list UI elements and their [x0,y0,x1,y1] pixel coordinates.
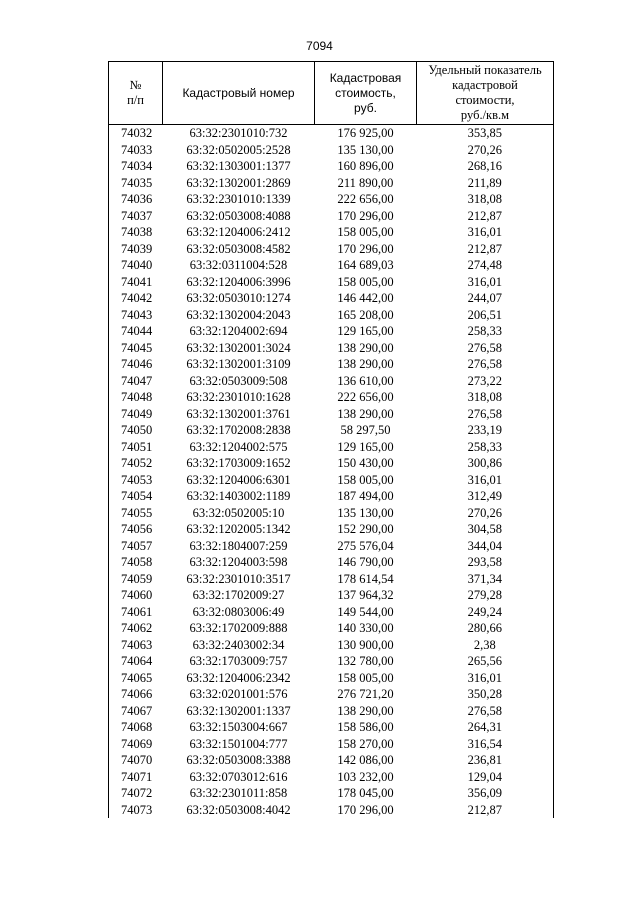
header-cadastral-number: Кадастровый номер [163,62,315,125]
cadastral-value-cell: 170 296,00 [337,208,394,223]
cadastral-number-cell: 63:32:1204006:2412 [186,225,291,239]
row-number-cell: 74044 [109,323,163,340]
specific-value-cell: 316,01 [417,670,554,687]
row-number-cell: 74040 [109,257,163,274]
specific-value-cell: 280,66 [417,620,554,637]
specific-value-cell: 344,04 [417,538,554,555]
row-number-cell: 74032 [109,125,163,142]
cadastral-value-cell: 129 165,00 [337,324,394,338]
cadastral-number-cell: 63:32:1302001:2869 [186,175,291,190]
specific-value-cell: 276,58 [417,356,554,373]
cadastral-number-cell: 63:32:0502005:10 [192,505,285,520]
specific-value-cell: 276,58 [417,703,554,720]
page-number: 7094 [306,39,333,53]
table-row [109,769,554,786]
specific-value-cell: 316,54 [417,736,554,753]
cadastral-number-cell: 63:32:0503008:4042 [186,802,291,817]
cadastral-number-cell: 63:32:1302001:3024 [186,340,291,355]
cadastral-number-cell: 63:32:1204002:575 [189,439,288,454]
cadastral-value-cell: 146 442,00 [337,291,394,305]
row-number-cell: 74064 [109,653,163,670]
specific-value-cell: 212,87 [417,802,554,819]
cadastral-value-cell: 150 430,00 [337,456,394,470]
specific-value-cell: 236,81 [417,752,554,769]
table-row [109,802,554,819]
specific-value-cell: 249,24 [417,604,554,621]
row-number-cell: 74062 [109,620,163,637]
table-row [109,125,554,142]
row-number-cell: 74068 [109,719,163,736]
specific-value-cell: 356,09 [417,785,554,802]
specific-value-cell: 300,86 [417,455,554,472]
cadastral-number-cell: 63:32:2403002:34 [192,637,285,652]
cadastral-value-cell: 275 576,04 [337,538,394,553]
row-number-cell: 74037 [109,208,163,225]
cadastral-value-cell: 170 296,00 [337,802,394,817]
row-number-cell: 74050 [109,422,163,439]
cadastral-value-cell: 138 290,00 [337,357,394,371]
cadastral-number-cell: 63:32:1703009:1652 [186,456,291,470]
specific-value-cell: 312,49 [417,488,554,505]
cadastral-value-cell: 222 656,00 [337,192,394,206]
table-row [109,472,554,489]
cadastral-number-cell: 63:32:2301011:858 [189,786,288,800]
row-number-cell: 74054 [109,488,163,505]
table-row [109,241,554,258]
cadastral-number-cell: 63:32:1204006:6301 [186,472,291,487]
table-row [109,538,554,555]
specific-value-cell: 318,08 [417,191,554,208]
specific-value-cell: 212,87 [417,208,554,225]
header-number: № п/п [109,62,163,125]
specific-value-cell: 244,07 [417,290,554,307]
specific-value-cell: 316,01 [417,224,554,241]
cadastral-value-cell: 58 297,50 [340,423,391,437]
cadastral-number-cell: 63:32:2301010:732 [189,126,288,140]
cadastral-value-cell: 149 544,00 [337,604,394,619]
row-number-cell: 74048 [109,389,163,406]
cadastral-number-cell: 63:32:1204002:694 [189,324,288,338]
table-row [109,389,554,406]
cadastral-number-cell: 63:32:1403002:1189 [186,489,291,503]
table-row [109,307,554,324]
specific-value-cell: 274,48 [417,257,554,274]
cadastral-value-cell: 222 656,00 [337,390,394,404]
cadastral-value-cell: 176 925,00 [337,126,394,140]
table-row [109,175,554,192]
cadastral-value-cell: 135 130,00 [337,505,394,520]
cadastral-number-cell: 63:32:0703012:616 [189,769,288,784]
cadastral-value-cell: 152 290,00 [337,522,394,536]
cadastral-value-cell: 276 721,20 [337,687,394,701]
cadastral-value-cell: 158 270,00 [337,736,394,751]
specific-value-cell: 304,58 [417,521,554,538]
cadastral-value-cell: 129 165,00 [337,439,394,454]
table-body [109,125,554,819]
table-row [109,736,554,753]
table-row [109,406,554,423]
specific-value-cell: 371,34 [417,571,554,588]
cadastral-number-cell: 63:32:0803006:49 [192,604,285,619]
cadastral-number-cell: 63:32:1302001:3761 [186,406,291,421]
table-row [109,571,554,588]
specific-value-cell: 258,33 [417,323,554,340]
cadastral-number-cell: 63:32:0502005:2528 [186,142,291,157]
row-number-cell: 74038 [109,224,163,241]
cadastral-value-cell: 138 290,00 [337,340,394,355]
row-number-cell: 74066 [109,686,163,703]
specific-value-cell: 276,58 [417,340,554,357]
specific-value-cell: 279,28 [417,587,554,604]
specific-value-cell: 293,58 [417,554,554,571]
cadastral-number-cell: 63:32:1804007:259 [189,538,288,553]
row-number-cell: 74067 [109,703,163,720]
cadastral-value-cell: 103 232,00 [337,769,394,784]
cadastral-number-cell: 63:32:1702009:27 [192,588,285,602]
table-row [109,257,554,274]
cadastral-number-cell: 63:32:2301010:1628 [186,390,291,404]
specific-value-cell: 211,89 [417,175,554,192]
cadastral-number-cell: 63:32:1204006:2342 [186,670,291,685]
specific-value-cell: 265,56 [417,653,554,670]
row-number-cell: 74052 [109,455,163,472]
row-number-cell: 74035 [109,175,163,192]
cadastral-value-cell: 135 130,00 [337,142,394,157]
cadastral-value-cell: 146 790,00 [337,555,394,569]
table-row [109,653,554,670]
table-row [109,637,554,654]
table-row [109,142,554,159]
specific-value-cell: 316,01 [417,274,554,291]
table-row [109,191,554,208]
specific-value-cell: 276,58 [417,406,554,423]
table-row [109,158,554,175]
table-row [109,323,554,340]
specific-value-cell: 2,38 [417,637,554,654]
row-number-cell: 74034 [109,158,163,175]
row-number-cell: 74072 [109,785,163,802]
cadastral-number-cell: 63:32:1202005:1342 [186,522,291,536]
header-cadastral-value: Кадастровая стоимость, руб. [315,62,417,125]
row-number-cell: 74063 [109,637,163,654]
row-number-cell: 74045 [109,340,163,357]
table-row [109,290,554,307]
row-number-cell: 74056 [109,521,163,538]
row-number-cell: 74071 [109,769,163,786]
cadastral-number-cell: 63:32:0503008:3388 [186,753,291,767]
row-number-cell: 74053 [109,472,163,489]
table-row [109,439,554,456]
specific-value-cell: 233,19 [417,422,554,439]
cadastral-number-cell: 63:32:1303001:1377 [186,159,291,173]
cadastral-value-cell: 158 005,00 [337,670,394,685]
cadastral-number-cell: 63:32:1302004:2043 [186,307,291,322]
cadastral-table [108,61,554,818]
row-number-cell: 74061 [109,604,163,621]
header-specific-value: Удельный показатель кадастровой стоимости, руб./кв.м [417,62,554,125]
table-row [109,587,554,604]
table-row [109,455,554,472]
specific-value-cell: 270,26 [417,142,554,159]
cadastral-value-cell: 130 900,00 [337,637,394,652]
row-number-cell: 74033 [109,142,163,159]
table-row [109,554,554,571]
specific-value-cell: 353,85 [417,125,554,142]
cadastral-value-cell: 178 045,00 [337,786,394,800]
row-number-cell: 74047 [109,373,163,390]
cadastral-value-cell: 137 964,32 [337,588,394,602]
cadastral-number-cell: 63:32:1703009:757 [189,654,288,668]
cadastral-number-cell: 63:32:1204006:3996 [186,274,291,289]
cadastral-number-cell: 63:32:1702009:888 [189,621,288,635]
cadastral-value-cell: 158 586,00 [337,720,394,734]
table-row [109,274,554,291]
row-number-cell: 74065 [109,670,163,687]
cadastral-number-cell: 63:32:1302001:3109 [186,357,291,371]
row-number-cell: 74051 [109,439,163,456]
cadastral-value-cell: 178 614,54 [337,571,394,586]
cadastral-number-cell: 63:32:0201001:576 [189,687,288,701]
cadastral-number-cell: 63:32:1503004:667 [189,720,288,734]
row-number-cell: 74070 [109,752,163,769]
table-row [109,373,554,390]
table-row [109,719,554,736]
cadastral-value-cell: 170 296,00 [337,241,394,256]
table-row [109,670,554,687]
cadastral-value-cell: 138 290,00 [337,703,394,718]
cadastral-value-cell: 158 005,00 [337,274,394,289]
cadastral-value-cell: 132 780,00 [337,654,394,668]
table-row [109,208,554,225]
row-number-cell: 74039 [109,241,163,258]
cadastral-number-cell: 63:32:2301010:1339 [186,192,291,206]
table-row [109,686,554,703]
row-number-cell: 74036 [109,191,163,208]
specific-value-cell: 273,22 [417,373,554,390]
cadastral-value-cell: 165 208,00 [337,307,394,322]
cadastral-number-cell: 63:32:1501004:777 [189,736,288,751]
row-number-cell: 74059 [109,571,163,588]
specific-value-cell: 268,16 [417,158,554,175]
table-row [109,340,554,357]
cadastral-number-cell: 63:32:0311004:528 [189,258,288,272]
row-number-cell: 74041 [109,274,163,291]
row-number-cell: 74057 [109,538,163,555]
table-row [109,356,554,373]
table-row [109,521,554,538]
cadastral-value-cell: 160 896,00 [337,159,394,173]
row-number-cell: 74069 [109,736,163,753]
row-number-cell: 74058 [109,554,163,571]
cadastral-number-cell: 63:32:0503008:4088 [186,208,291,223]
cadastral-value-cell: 211 890,00 [337,175,394,190]
cadastral-value-cell: 140 330,00 [337,621,394,635]
cadastral-number-cell: 63:32:0503009:508 [189,373,288,388]
table-row [109,752,554,769]
row-number-cell: 74073 [109,802,163,819]
table-row [109,505,554,522]
cadastral-value-cell: 164 689,03 [337,258,394,272]
specific-value-cell: 316,01 [417,472,554,489]
cadastral-number-cell: 63:32:1702008:2838 [186,423,291,437]
cadastral-number-cell: 63:32:0503010:1274 [186,291,291,305]
cadastral-number-cell: 63:32:2301010:3517 [186,571,291,586]
specific-value-cell: 350,28 [417,686,554,703]
cadastral-value-cell: 142 086,00 [337,753,394,767]
cadastral-value-cell: 158 005,00 [337,225,394,239]
cadastral-value-cell: 136 610,00 [337,373,394,388]
row-number-cell: 74043 [109,307,163,324]
specific-value-cell: 318,08 [417,389,554,406]
specific-value-cell: 264,31 [417,719,554,736]
row-number-cell: 74049 [109,406,163,423]
table-row [109,488,554,505]
row-number-cell: 74046 [109,356,163,373]
row-number-cell: 74060 [109,587,163,604]
table-row [109,224,554,241]
row-number-cell: 74042 [109,290,163,307]
row-number-cell: 74055 [109,505,163,522]
table-row [109,620,554,637]
table-header [109,62,554,125]
table-row [109,785,554,802]
table-row [109,422,554,439]
specific-value-cell: 206,51 [417,307,554,324]
specific-value-cell: 212,87 [417,241,554,258]
specific-value-cell: 129,04 [417,769,554,786]
header-row [109,62,554,125]
specific-value-cell: 270,26 [417,505,554,522]
cadastral-value-cell: 138 290,00 [337,406,394,421]
specific-value-cell: 258,33 [417,439,554,456]
table-row [109,604,554,621]
cadastral-number-cell: 63:32:0503008:4582 [186,241,291,256]
cadastral-value-cell: 187 494,00 [337,489,394,503]
cadastral-number-cell: 63:32:1302001:1337 [186,703,291,718]
cadastral-number-cell: 63:32:1204003:598 [189,555,288,569]
cadastral-value-cell: 158 005,00 [337,472,394,487]
table-row [109,703,554,720]
